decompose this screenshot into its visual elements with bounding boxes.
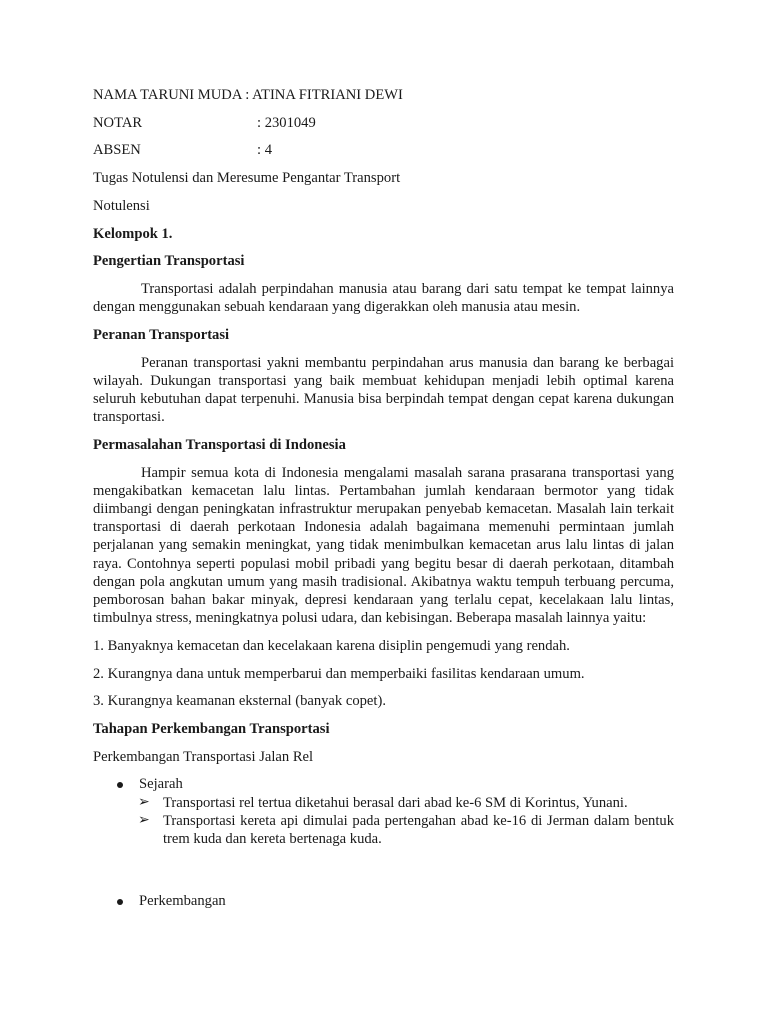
document-page	[93, 86, 674, 910]
section-heading-tahapan: Tahapan Perkembangan Transportasi	[93, 720, 330, 737]
arrow-bullet-icon: ➢	[138, 812, 150, 828]
section-subheading-rail: Perkembangan Transportasi Jalan Rel	[93, 748, 314, 765]
section-body-peranan: Peranan transportasi yakni membantu perpindahan arus manusia dan barang ke berbagai wilayah. Dukungan transportasi yang baik membuat kehidupan menjadi lebih optimal karena seluruh kebutuhan dapat terpenuhi. Manusia bisa berpindah tempat dengan cepat karena dukungan transportasi.	[93, 354, 674, 426]
sub-item-text: Transportasi kereta api dimulai pada pertengahan abad ke-16 di Jerman dalam bentuk trem kuda dan kereta bertenaga kuda.	[163, 812, 674, 847]
section-heading-pengertian: Pengertian Transportasi	[93, 253, 245, 270]
group-title: Kelompok 1.	[93, 225, 173, 242]
bullet-icon	[117, 782, 123, 788]
arrow-bullet-icon: ➢	[138, 794, 150, 810]
list-item	[93, 892, 674, 910]
bullet-label-perkembangan: Perkembangan	[139, 893, 226, 910]
notar-row	[93, 114, 674, 132]
bullet-label-sejarah: Sejarah	[139, 776, 183, 793]
section-body-pengertian: Transportasi adalah perpindahan manusia atau barang dari satu tempat ke tempat lainnya dengan menggunakan sebuah kendaraan yang digerakkan oleh manusia atau mesin.	[93, 280, 674, 316]
problem-item-3: 3. Kurangnya keamanan eksternal (banyak copet).	[93, 693, 386, 710]
sub-item-text: Transportasi rel tertua diketahui berasal dari abad ke-6 SM di Korintus, Yunani.	[163, 794, 628, 811]
absen-label: ABSEN	[93, 142, 141, 159]
bullet-icon	[117, 899, 123, 905]
list-item	[93, 775, 674, 793]
document-subtitle: Notulensi	[93, 197, 150, 214]
absen-value: : 4	[257, 142, 272, 159]
problem-item-1: 1. Banyaknya kemacetan dan kecelakaan karena disiplin pengemudi yang rendah.	[93, 637, 570, 654]
section-heading-peranan: Peranan Transportasi	[93, 326, 230, 343]
bullet-list	[93, 892, 674, 910]
list-item	[93, 812, 674, 848]
assignment-title: Tugas Notulensi dan Meresume Pengantar Transport	[93, 170, 401, 187]
problem-item-2: 2. Kurangnya dana untuk memperbarui dan memperbaiki fasilitas kendaraan umum.	[93, 665, 585, 682]
student-name-line: NAMA TARUNI MUDA : ATINA FITRIANI DEWI	[93, 87, 403, 103]
absen-row	[93, 141, 674, 159]
section-heading-permasalahan: Permasalahan Transportasi di Indonesia	[93, 436, 346, 453]
section-body-permasalahan: Hampir semua kota di Indonesia mengalami masalah sarana prasarana transportasi yang mengakibatkan kemacetan lalu lintas. Pertambahan jumlah kendaraan bermotor yang tidak diimbangi dengan peningkatan infrastruktur merupakan penyebab kemacetan. Masalah lain terkait transportasi di daerah perkotaan Indonesia adalah bagaimana memenuhi permintaan jumlah perjalanan yang semakin meningkat, yang tidak menimbulkan kemacetan arus lalu lintas di jalan raya. Contohnya seperti populasi mobil pribadi yang begitu besar di daerah perkotaan, ditambah dengan pola angkutan umum yang masih tradisional. Akibatnya waktu tempuh terbuang percuma, pemborosan bahan bakar minyak, depresi kendaraan yang terlalu cepat, kecelakaan lalu lintas, timbulnya stress, meningkatnya polusi udara, dan kebisingan. Beberapa masalah lainnya yaitu:	[93, 464, 674, 627]
notar-label: NOTAR	[93, 114, 143, 131]
arrow-sub-list	[93, 794, 674, 849]
bullet-list	[93, 775, 674, 793]
list-item	[93, 794, 674, 812]
notar-value: : 2301049	[257, 114, 316, 131]
